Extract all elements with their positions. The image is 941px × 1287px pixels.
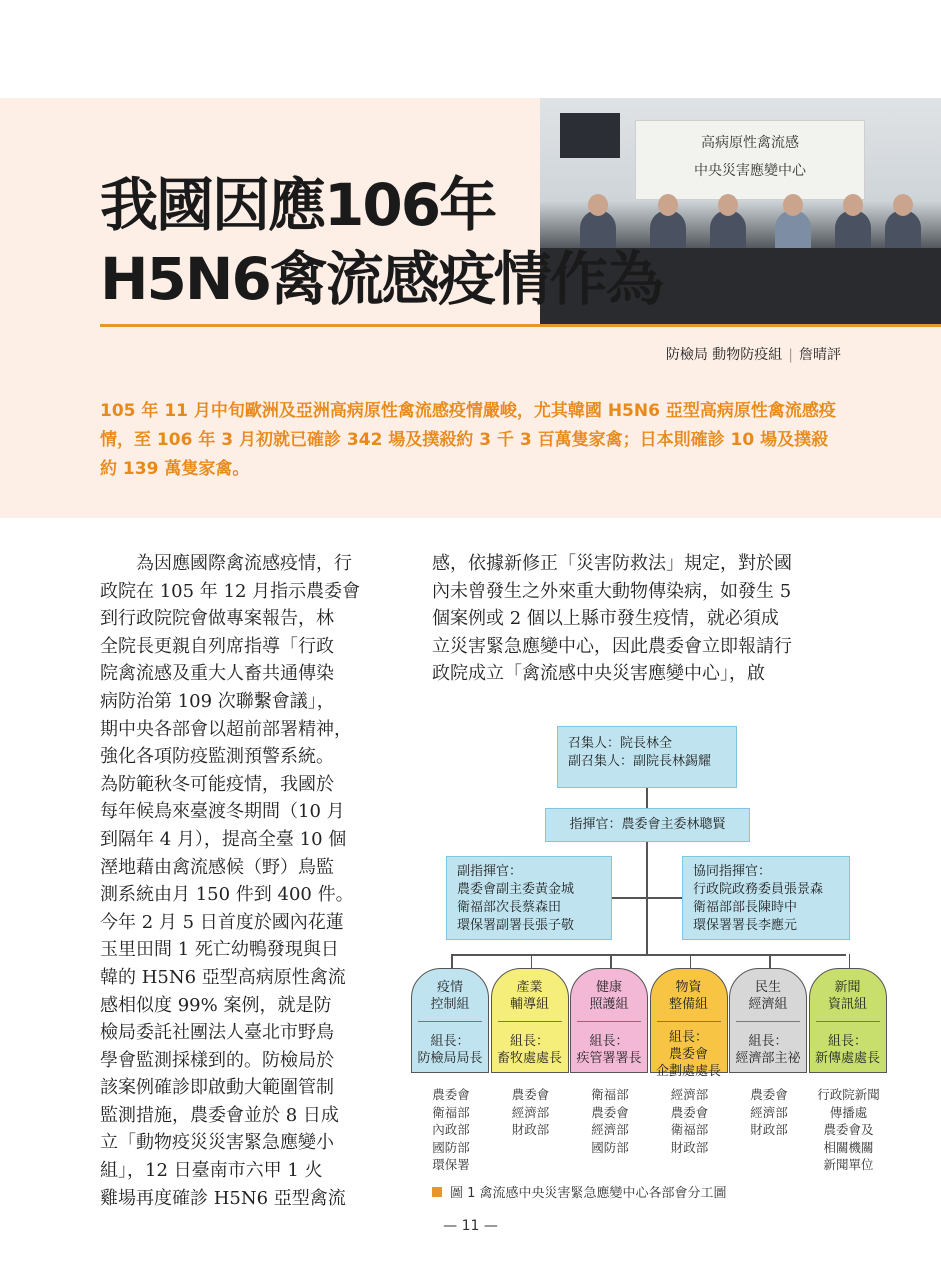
group-box	[809, 968, 887, 1073]
group-box	[491, 968, 569, 1073]
connector	[612, 897, 682, 899]
group-name-line: 新聞	[834, 980, 861, 995]
group-leader-line: 組長：	[589, 1034, 629, 1049]
group-name	[412, 979, 488, 1013]
group-leader	[730, 1033, 806, 1067]
co-commander-box	[682, 856, 850, 940]
unit-item: 經濟部	[670, 1087, 709, 1102]
unit-item: 財政部	[511, 1122, 550, 1137]
group-name	[492, 979, 568, 1013]
group-units	[650, 1086, 730, 1156]
group-name	[810, 979, 886, 1013]
body-text-line: 內未曾發生之外來重大動物傳染病，如發生 5	[432, 580, 792, 602]
page-number: — 11 —	[443, 1218, 498, 1234]
unit-item: 國防部	[432, 1139, 470, 1155]
commander-line: 指揮官：農委會主委林聰賢	[569, 817, 726, 832]
connector	[451, 954, 846, 956]
body-text-line: 立災害緊急應變中心，因此農委會立即報請行	[432, 635, 792, 657]
body-text-line: 個案例或 2 個以上縣市發生疫情，就必須成	[432, 608, 779, 630]
vice-convener-line: 副召集人：副院長林錫耀	[568, 754, 712, 769]
unit-item: 農委會	[591, 1104, 629, 1120]
byline-org: 防檢局 動物防疫組	[665, 347, 783, 363]
deputy-line: 農委會副主委黃金城	[457, 882, 575, 897]
abstract: 105 年 11 月中旬歐洲及亞洲高病原性禽流感疫情嚴峻，尤其韓國 H5N6 亞型高病原性禽流感疫情，至 106 年 3 月初就已確診 342 場及撲殺約 3 千 3 百萬隻家禽；日本則確診 10 場及撲殺約 139 萬隻家禽。	[100, 401, 836, 479]
unit-item: 傳播處	[829, 1104, 868, 1120]
unit-item: 農委會	[511, 1087, 550, 1102]
group-leader	[492, 1033, 568, 1067]
connector	[531, 954, 533, 968]
unit-item: 環保署	[432, 1157, 470, 1172]
byline-author: 詹晴評	[799, 347, 841, 363]
deputy-line: 環保署副署長張子敬	[457, 918, 575, 933]
body-text-line: 到隔年 4 月），提高全臺 10 個	[100, 828, 347, 850]
body-text-line: 立「動物疫災災害緊急應變小	[100, 1132, 334, 1154]
unit-item: 農委會	[670, 1104, 709, 1120]
group-leader-line: 企劃處處長	[655, 1064, 721, 1079]
group-units	[411, 1086, 491, 1174]
group-leader-line: 組長：	[748, 1034, 788, 1049]
photo-banner-line1: 高病原性禽流感	[701, 135, 799, 151]
unit-item: 國防部	[591, 1139, 629, 1155]
group-divider	[418, 1021, 482, 1022]
group-leader-line: 疾管署署長	[576, 1051, 642, 1066]
body-text-line: 期中央各部會以超前部署精神，	[100, 718, 352, 740]
group-divider	[577, 1021, 641, 1022]
body-text-line: 感，依據新修正「災害防救法」規定，對於國	[432, 553, 792, 574]
convener-box	[557, 726, 737, 788]
group-name-line: 控制組	[430, 997, 470, 1012]
group-leader	[651, 1029, 727, 1080]
unit-item: 財政部	[750, 1122, 788, 1137]
unit-item: 相關機關	[823, 1139, 874, 1155]
body-text-line: 感相似度 99% 案例，就是防	[100, 994, 332, 1016]
deputy-line: 衛福部次長蔡森田	[457, 900, 562, 915]
body-text-line: 雞場再度確診 H5N6 亞型禽流	[100, 1187, 346, 1209]
co-line: 環保署署長李應元	[693, 918, 798, 933]
body-text-line: 玉里田間 1 死亡幼鴨發現與日	[100, 939, 339, 961]
group-divider	[498, 1021, 562, 1022]
unit-item: 內政部	[432, 1122, 470, 1137]
photo-banner-line2: 中央災害應變中心	[694, 163, 806, 179]
body-text-line: 學會監測採樣到的。防檢局於	[100, 1049, 334, 1071]
unit-item: 衛福部	[432, 1104, 470, 1120]
group-box	[650, 968, 728, 1079]
body-column-right	[432, 550, 844, 688]
body-text-line: 每年候鳥來臺渡冬期間（10 月	[100, 801, 345, 823]
group-divider	[736, 1021, 800, 1022]
body-text-line: 院禽流感及重大人畜共通傳染	[100, 663, 334, 685]
group-leader-line: 組長：	[827, 1034, 867, 1049]
body-text-line: 全院長更親自列席指導「行政	[100, 635, 334, 657]
body-text-line: 韓的 H5N6 亞型高病原性禽流	[100, 966, 346, 988]
unit-item: 行政院新聞	[817, 1087, 880, 1102]
co-line: 衛福部部長陳時中	[693, 900, 798, 915]
group-name-line: 輔導組	[509, 997, 549, 1012]
byline	[666, 344, 841, 364]
co-line: 協同指揮官：	[693, 864, 772, 879]
group-units	[729, 1086, 809, 1139]
group-units	[809, 1086, 889, 1174]
body-text-line: 檢局委託社團法人臺北市野鳥	[100, 1022, 334, 1044]
unit-item: 財政部	[670, 1139, 709, 1155]
caption-marker	[432, 1187, 442, 1197]
unit-item: 農委會	[750, 1087, 788, 1102]
group-leader-line: 經濟部主祕	[735, 1051, 801, 1066]
figure-caption	[432, 1182, 727, 1201]
group-leader-line: 農委會	[668, 1047, 708, 1062]
group-divider	[657, 1021, 721, 1022]
commander-box	[545, 808, 750, 842]
connector	[849, 954, 851, 968]
group-leader-line: 畜牧處處長	[496, 1051, 562, 1066]
unit-item: 農委會	[432, 1087, 470, 1102]
group-box	[570, 968, 648, 1073]
unit-item: 經濟部	[591, 1122, 629, 1137]
group-divider	[816, 1021, 880, 1022]
body-text-line: 該案例確診即啟動大範圍管制	[100, 1077, 334, 1099]
article-title-line2: H5N6禽流感疫情作為	[100, 245, 662, 313]
body-text-line: 組」，12 日臺南市六甲 1 火	[100, 1160, 323, 1182]
group-leader	[810, 1033, 886, 1067]
body-text-line: 監測措施，農委會並於 8 日成	[100, 1104, 339, 1126]
group-name-line: 產業	[516, 980, 543, 995]
body-column-left	[100, 550, 380, 1212]
convener-line: 召集人：院長林全	[568, 736, 673, 751]
group-leader-line: 防檢局局長	[417, 1051, 483, 1066]
unit-item: 經濟部	[750, 1104, 788, 1120]
body-text-line: 為防範秋冬可能疫情，我國於	[100, 773, 334, 795]
group-leader-line: 組長：	[509, 1034, 549, 1049]
body-text-line: 病防治第 109 次聯繫會議」，	[100, 690, 335, 712]
title-rule	[100, 324, 941, 327]
connector	[769, 954, 771, 968]
unit-item: 農委會及	[823, 1122, 874, 1137]
group-units	[491, 1086, 571, 1139]
body-text-line: 為因應國際禽流感疫情，行	[100, 553, 352, 574]
group-leader	[412, 1033, 488, 1067]
group-units	[570, 1086, 650, 1156]
photo-screen	[560, 113, 620, 158]
body-text-line: 強化各項防疫監測預警系統。	[100, 746, 334, 768]
body-text-line: 政院成立「禽流感中央災害應變中心」，啟	[432, 663, 765, 685]
connector	[451, 954, 453, 968]
unit-item: 衛福部	[670, 1122, 709, 1137]
group-leader	[571, 1033, 647, 1067]
deputy-line: 副指揮官：	[457, 864, 523, 879]
group-name-line: 民生	[754, 980, 781, 995]
connector	[610, 954, 612, 968]
deputy-commander-box	[446, 856, 612, 940]
group-name-line: 疫情	[436, 980, 463, 995]
body-text-line: 測系統由月 150 件到 400 件。	[100, 884, 354, 906]
article-title-line1: 我國因應106年	[100, 171, 496, 239]
unit-item: 衛福部	[591, 1087, 629, 1102]
unit-item: 新聞單位	[823, 1157, 874, 1172]
group-name	[730, 979, 806, 1013]
unit-item: 經濟部	[511, 1104, 550, 1120]
group-name-line: 經濟組	[748, 997, 788, 1012]
body-text-line: 政院在 105 年 12 月指示農委會	[100, 580, 361, 602]
group-leader-line: 新傳處處長	[814, 1051, 880, 1066]
group-name	[651, 979, 727, 1013]
photo-banner	[635, 120, 865, 200]
group-name-line: 整備組	[668, 997, 708, 1012]
body-text-line: 今年 2 月 5 日首度於國內花蓮	[100, 911, 344, 933]
group-leader-line: 組長：	[430, 1034, 470, 1049]
group-box	[411, 968, 489, 1073]
body-text-line: 溼地藉由禽流感候（野）鳥監	[100, 856, 334, 878]
group-leader-line: 組長：	[668, 1030, 708, 1045]
byline-separator: |	[788, 347, 793, 363]
group-name-line: 物資	[675, 980, 702, 995]
group-name-line: 健康	[595, 980, 622, 995]
co-line: 行政院政務委員張景森	[693, 882, 824, 897]
body-text-line: 到行政院院會做專案報告，林	[100, 608, 334, 630]
connector	[646, 788, 648, 808]
caption-text: 圖 1 禽流感中央災害緊急應變中心各部會分工圖	[450, 1186, 727, 1201]
group-name-line: 照護組	[589, 997, 629, 1012]
group-box	[729, 968, 807, 1073]
group-name-line: 資訊組	[827, 997, 867, 1012]
group-name	[571, 979, 647, 1013]
connector	[690, 954, 692, 968]
